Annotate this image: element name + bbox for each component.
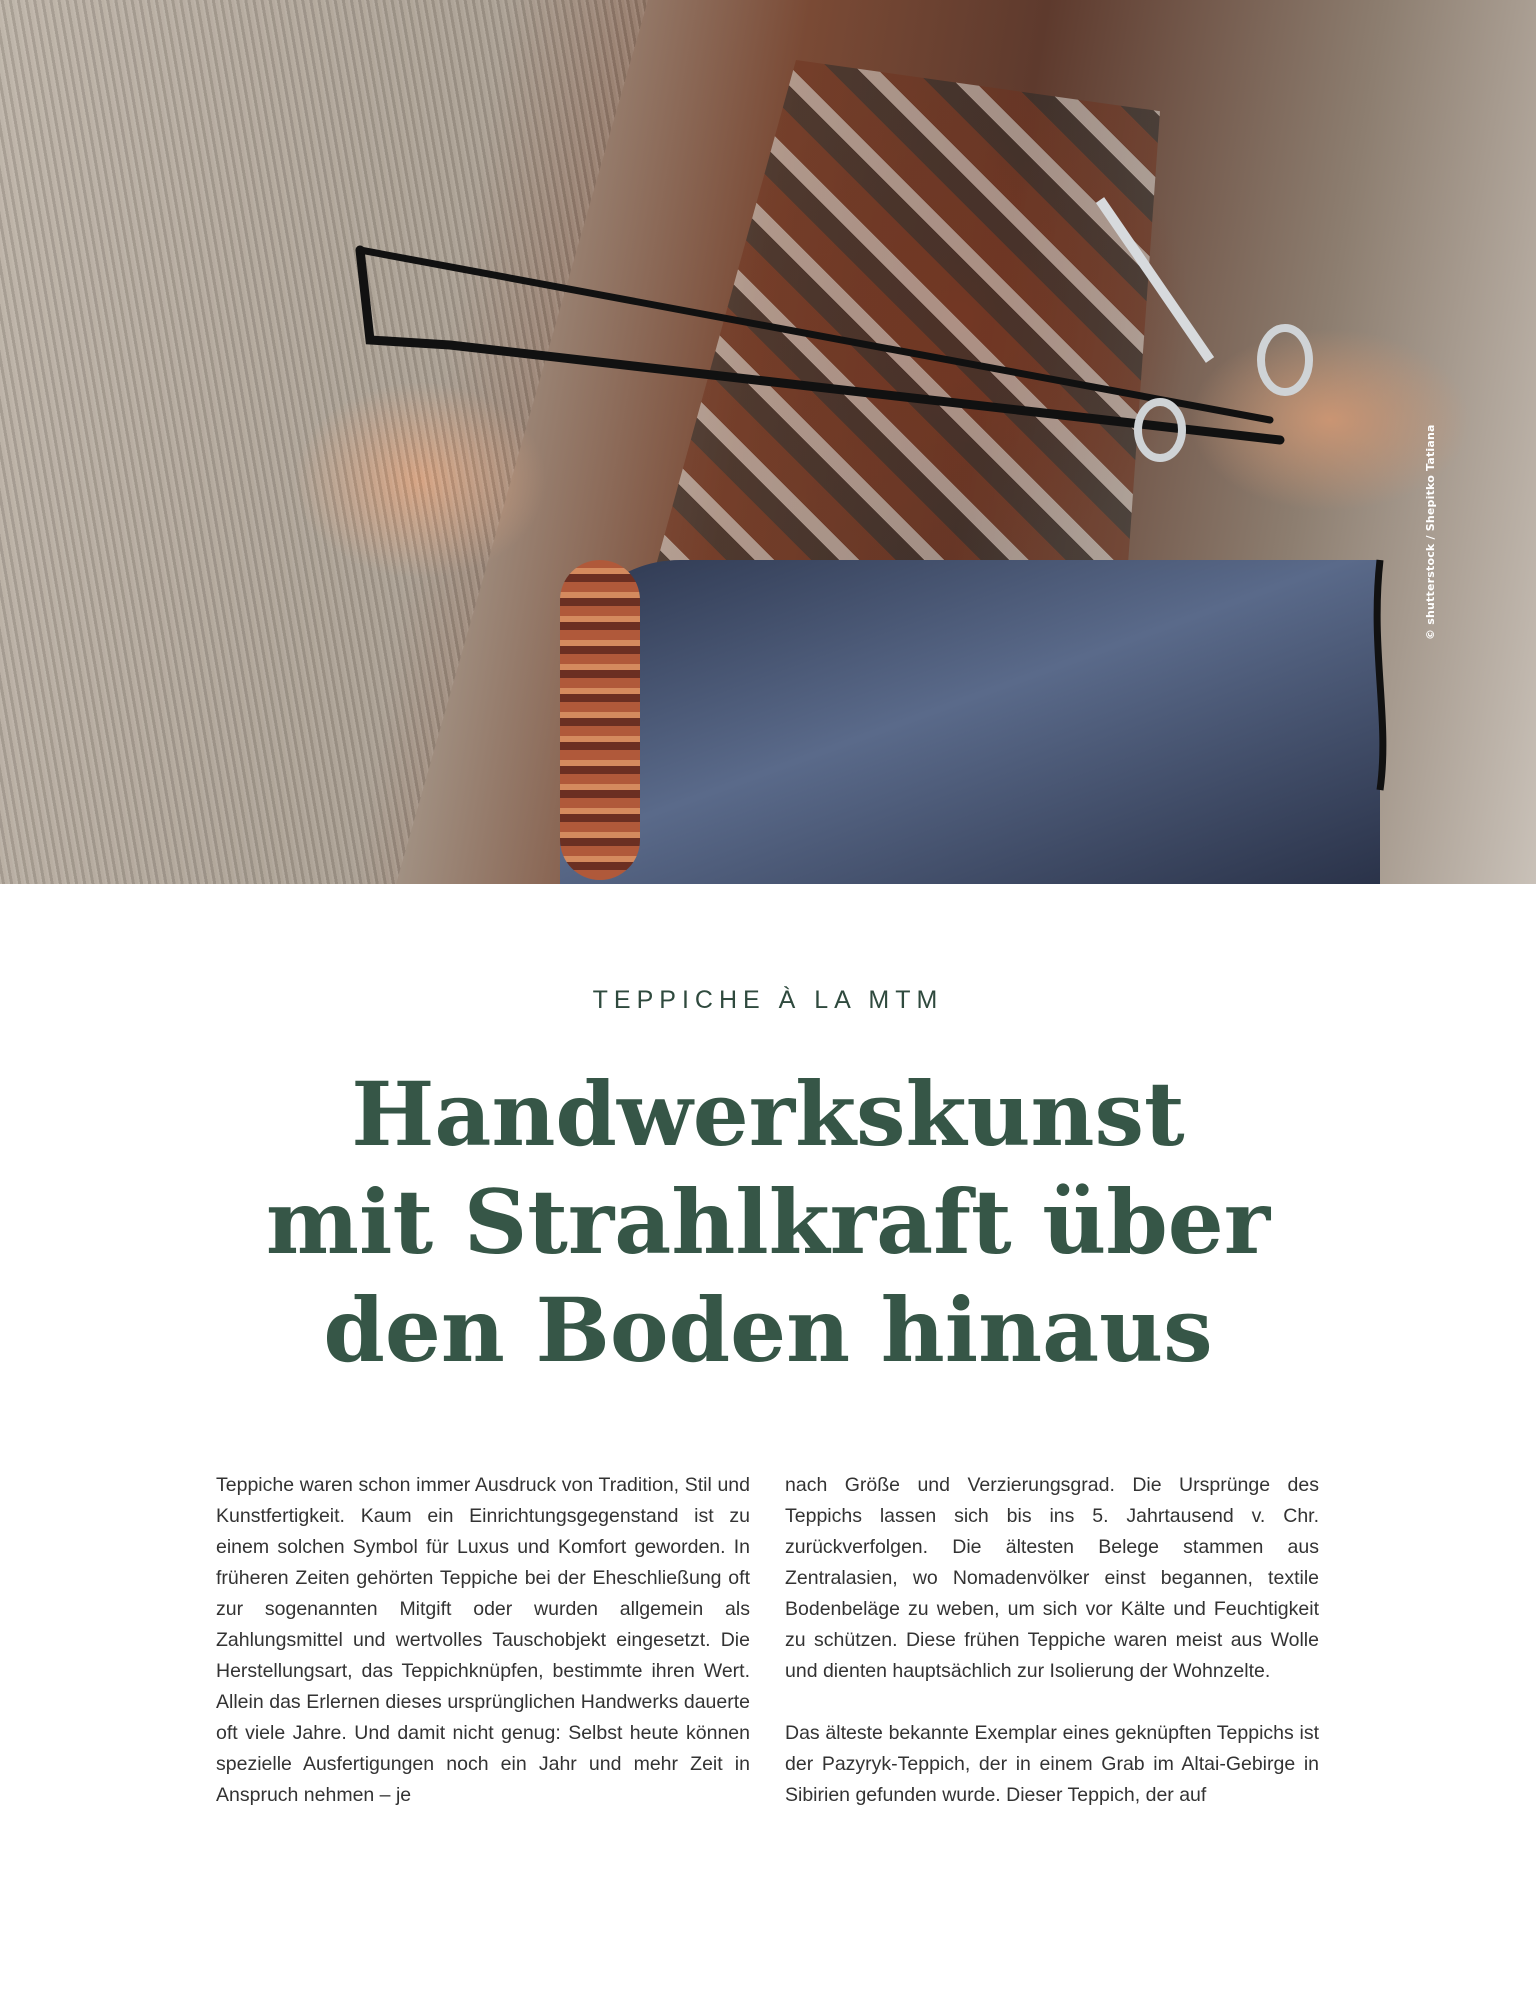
headline-line: den Boden hinaus bbox=[323, 1278, 1213, 1382]
scissors-handle bbox=[1261, 328, 1309, 392]
headline-line: Handwerkskunst bbox=[351, 1062, 1185, 1166]
section-kicker: TEPPICHE À LA MTM bbox=[592, 986, 944, 1014]
body-column-left bbox=[216, 1470, 750, 1811]
body-paragraph: Das älteste bekannte Exemplar eines geknüpften Teppichs ist der Pazyryk-Teppich, der in einem Grab im Altai-Gebirge in Sibirien gefunden wurde. Dieser Teppich, der auf bbox=[785, 1722, 1319, 1806]
body-column-right bbox=[785, 1470, 1319, 1811]
black-yarn-thread bbox=[0, 0, 1536, 884]
article-headline bbox=[0, 1060, 1536, 1384]
body-paragraph: nach Größe und Verzierungsgrad. Die Ursprünge des Teppichs lassen sich bis ins 5. Jahrtausend v. Chr. zurückverfolgen. Die ältesten Belege stammen aus Zentralasien, wo Nomadenvölker einst begannen, textile Bodenbeläge zu weben, um sich vor Kälte und Feuchtigkeit zu schützen. Diese frühen Teppiche waren meist aus Wolle und dienten hauptsächlich zur Isolierung der Wohnzelte. bbox=[785, 1474, 1319, 1682]
hero-photo bbox=[0, 0, 1536, 884]
headline-line: mit Strahlkraft über bbox=[265, 1170, 1271, 1274]
body-paragraph: Teppiche waren schon immer Ausdruck von Tradition, Stil und Kunstfertigkeit. Kaum ein Einrichtungsgegenstand ist zu einem solchen Symbol für Luxus und Komfort geworden. In früheren Zeiten gehörten Teppiche bei der Eheschließung oft zur sogenannten Mitgift oder wurden allgemein als Zahlungsmittel und wertvolles Tauschobjekt eingesetzt. Die Herstellungsart, das Teppichknüpfen, bestimmte ihren Wert. Allein das Erlernen dieses ursprünglichen Handwerks dauerte oft viele Jahre. Und damit nicht genug: Selbst heute können spezielle Ausfertigungen noch ein Jahr und mehr Zeit in Anspruch nehmen – je bbox=[216, 1474, 750, 1806]
photo-credit: © shutterstock / Shepitko Tatiana bbox=[1424, 424, 1437, 640]
